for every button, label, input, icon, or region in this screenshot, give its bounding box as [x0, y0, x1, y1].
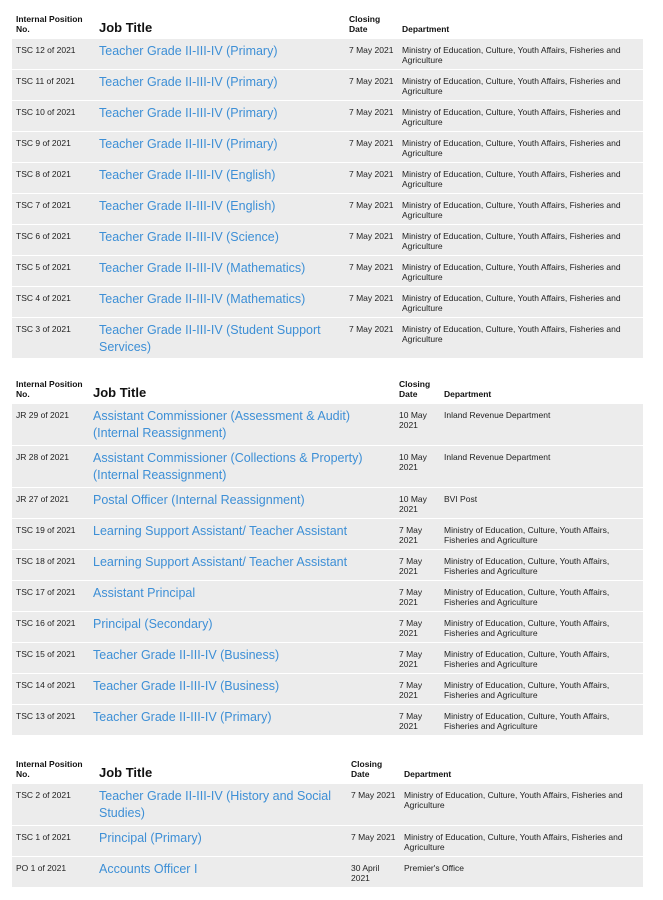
- department: Ministry of Education, Culture, Youth Affairs, Fisheries and Agriculture: [400, 783, 643, 825]
- table-row: [12, 611, 643, 642]
- department: Ministry of Education, Culture, Youth Affairs, Fisheries and Agriculture: [440, 704, 643, 735]
- table-row: [12, 445, 643, 487]
- department: Ministry of Education, Culture, Youth Affairs, Fisheries and Agriculture: [398, 69, 643, 100]
- job-title-link[interactable]: Principal (Secondary): [93, 616, 213, 631]
- header-department: Department: [440, 375, 643, 403]
- job-title-link[interactable]: Teacher Grade II-III-IV (Primary): [99, 136, 278, 151]
- table-row: [12, 162, 643, 193]
- closing-date: 10 May 2021: [395, 445, 440, 487]
- table-row: [12, 673, 643, 704]
- closing-date: 7 May 2021: [395, 642, 440, 673]
- position-number: TSC 10 of 2021: [12, 100, 95, 131]
- closing-date: 7 May 2021: [345, 317, 398, 358]
- job-title-link[interactable]: Teacher Grade II-III-IV (English): [99, 198, 276, 213]
- job-title-link[interactable]: Principal (Primary): [99, 830, 202, 845]
- closing-date: 10 May 2021: [395, 487, 440, 518]
- position-number: TSC 6 of 2021: [12, 224, 95, 255]
- job-title-link[interactable]: Accounts Officer I: [99, 861, 198, 876]
- table-row: [12, 580, 643, 611]
- table-row: [12, 403, 643, 445]
- position-number: JR 28 of 2021: [12, 445, 89, 487]
- closing-date: 7 May 2021: [395, 549, 440, 580]
- closing-date: 7 May 2021: [345, 224, 398, 255]
- job-table-2: [12, 375, 643, 735]
- header-closing-date: Closing Date: [395, 375, 440, 403]
- position-number: TSC 18 of 2021: [12, 549, 89, 580]
- department: Premier's Office: [400, 856, 643, 887]
- position-number: TSC 15 of 2021: [12, 642, 89, 673]
- department: Ministry of Education, Culture, Youth Affairs, Fisheries and Agriculture: [398, 224, 643, 255]
- table-row: [12, 856, 643, 887]
- position-number: TSC 5 of 2021: [12, 255, 95, 286]
- department: Ministry of Education, Culture, Youth Affairs, Fisheries and Agriculture: [400, 825, 643, 856]
- closing-date: 30 April 2021: [347, 856, 400, 887]
- position-number: TSC 17 of 2021: [12, 580, 89, 611]
- table-row: [12, 69, 643, 100]
- position-number: TSC 12 of 2021: [12, 38, 95, 69]
- job-title-link[interactable]: Teacher Grade II-III-IV (Primary): [99, 74, 278, 89]
- job-table-3: [12, 755, 643, 887]
- department: Ministry of Education, Culture, Youth Affairs, Fisheries and Agriculture: [398, 286, 643, 317]
- table-row: [12, 549, 643, 580]
- table-row: [12, 518, 643, 549]
- closing-date: 7 May 2021: [395, 704, 440, 735]
- department: Ministry of Education, Culture, Youth Affairs, Fisheries and Agriculture: [440, 518, 643, 549]
- closing-date: 7 May 2021: [395, 611, 440, 642]
- closing-date: 7 May 2021: [345, 193, 398, 224]
- job-title-link[interactable]: Assistant Commissioner (Assessment & Audit) (Internal Reassignment): [93, 408, 351, 440]
- header-job-title: Job Title: [95, 8, 345, 38]
- department: Ministry of Education, Culture, Youth Affairs, Fisheries and Agriculture: [398, 38, 643, 69]
- job-title-link[interactable]: Teacher Grade II-III-IV (English): [99, 167, 276, 182]
- job-title-link[interactable]: Teacher Grade II-III-IV (Mathematics): [99, 260, 306, 275]
- job-title-link[interactable]: Teacher Grade II-III-IV (Business): [93, 678, 280, 693]
- position-number: TSC 4 of 2021: [12, 286, 95, 317]
- position-number: JR 27 of 2021: [12, 487, 89, 518]
- header-closing-date: Closing Date: [347, 755, 400, 783]
- header-department: Department: [400, 755, 643, 783]
- job-title-link[interactable]: Teacher Grade II-III-IV (Student Support Services): [99, 322, 321, 354]
- table-row: [12, 783, 643, 825]
- department: Ministry of Education, Culture, Youth Affairs, Fisheries and Agriculture: [440, 549, 643, 580]
- table-header-row: [12, 755, 643, 783]
- table-row: [12, 317, 643, 358]
- closing-date: 7 May 2021: [395, 518, 440, 549]
- job-title-link[interactable]: Assistant Commissioner (Collections & Property) (Internal Reassignment): [93, 450, 363, 482]
- closing-date: 7 May 2021: [395, 673, 440, 704]
- department: Inland Revenue Department: [440, 403, 643, 445]
- job-title-link[interactable]: Teacher Grade II-III-IV (Mathematics): [99, 291, 306, 306]
- position-number: TSC 13 of 2021: [12, 704, 89, 735]
- position-number: JR 29 of 2021: [12, 403, 89, 445]
- position-number: TSC 8 of 2021: [12, 162, 95, 193]
- position-number: TSC 7 of 2021: [12, 193, 95, 224]
- department: Ministry of Education, Culture, Youth Affairs, Fisheries and Agriculture: [398, 255, 643, 286]
- table-row: [12, 825, 643, 856]
- table-row: [12, 224, 643, 255]
- job-title-link[interactable]: Postal Officer (Internal Reassignment): [93, 492, 305, 507]
- table-row: [12, 38, 643, 69]
- position-number: TSC 1 of 2021: [12, 825, 95, 856]
- department: Ministry of Education, Culture, Youth Affairs, Fisheries and Agriculture: [398, 100, 643, 131]
- closing-date: 7 May 2021: [347, 783, 400, 825]
- table-header-row: [12, 8, 643, 38]
- position-number: TSC 19 of 2021: [12, 518, 89, 549]
- closing-date: 7 May 2021: [345, 286, 398, 317]
- department: Ministry of Education, Culture, Youth Affairs, Fisheries and Agriculture: [398, 131, 643, 162]
- closing-date: 10 May 2021: [395, 403, 440, 445]
- closing-date: 7 May 2021: [395, 580, 440, 611]
- job-title-link[interactable]: Assistant Principal: [93, 585, 196, 600]
- table-row: [12, 642, 643, 673]
- table-header-row: [12, 375, 643, 403]
- closing-date: 7 May 2021: [347, 825, 400, 856]
- position-number: TSC 16 of 2021: [12, 611, 89, 642]
- header-position: Internal Position No.: [12, 755, 95, 783]
- department: Ministry of Education, Culture, Youth Affairs, Fisheries and Agriculture: [440, 673, 643, 704]
- header-closing-date: Closing Date: [345, 8, 398, 38]
- closing-date: 7 May 2021: [345, 131, 398, 162]
- department: Ministry of Education, Culture, Youth Affairs, Fisheries and Agriculture: [440, 611, 643, 642]
- table-row: [12, 487, 643, 518]
- closing-date: 7 May 2021: [345, 100, 398, 131]
- header-job-title: Job Title: [89, 375, 395, 403]
- job-table-1: [12, 8, 643, 358]
- department: Ministry of Education, Culture, Youth Affairs, Fisheries and Agriculture: [398, 193, 643, 224]
- position-number: TSC 11 of 2021: [12, 69, 95, 100]
- department: Ministry of Education, Culture, Youth Affairs, Fisheries and Agriculture: [398, 317, 643, 358]
- position-number: PO 1 of 2021: [12, 856, 95, 887]
- job-title-link[interactable]: Teacher Grade II-III-IV (Primary): [93, 709, 272, 724]
- header-job-title: Job Title: [95, 755, 347, 783]
- closing-date: 7 May 2021: [345, 255, 398, 286]
- department: Inland Revenue Department: [440, 445, 643, 487]
- table-row: [12, 255, 643, 286]
- job-title-link[interactable]: Teacher Grade II-III-IV (Science): [99, 229, 279, 244]
- department: Ministry of Education, Culture, Youth Affairs, Fisheries and Agriculture: [440, 580, 643, 611]
- closing-date: 7 May 2021: [345, 38, 398, 69]
- job-title-link[interactable]: Learning Support Assistant/ Teacher Assistant: [93, 554, 348, 569]
- job-title-link[interactable]: Teacher Grade II-III-IV (History and Social Studies): [99, 788, 332, 820]
- position-number: TSC 2 of 2021: [12, 783, 95, 825]
- position-number: TSC 9 of 2021: [12, 131, 95, 162]
- department: Ministry of Education, Culture, Youth Affairs, Fisheries and Agriculture: [398, 162, 643, 193]
- table-row: [12, 193, 643, 224]
- table-row: [12, 100, 643, 131]
- table-row: [12, 131, 643, 162]
- department: Ministry of Education, Culture, Youth Affairs, Fisheries and Agriculture: [440, 642, 643, 673]
- job-title-link[interactable]: Teacher Grade II-III-IV (Primary): [99, 105, 278, 120]
- header-department: Department: [398, 8, 643, 38]
- table-row: [12, 286, 643, 317]
- table-row: [12, 704, 643, 735]
- closing-date: 7 May 2021: [345, 69, 398, 100]
- header-position: Internal Position No.: [12, 375, 89, 403]
- job-title-link[interactable]: Teacher Grade II-III-IV (Primary): [99, 43, 278, 58]
- department: BVI Post: [440, 487, 643, 518]
- closing-date: 7 May 2021: [345, 162, 398, 193]
- position-number: TSC 3 of 2021: [12, 317, 95, 358]
- job-title-link[interactable]: Teacher Grade II-III-IV (Business): [93, 647, 280, 662]
- position-number: TSC 14 of 2021: [12, 673, 89, 704]
- job-title-link[interactable]: Learning Support Assistant/ Teacher Assistant: [93, 523, 348, 538]
- header-position: Internal Position No.: [12, 8, 95, 38]
